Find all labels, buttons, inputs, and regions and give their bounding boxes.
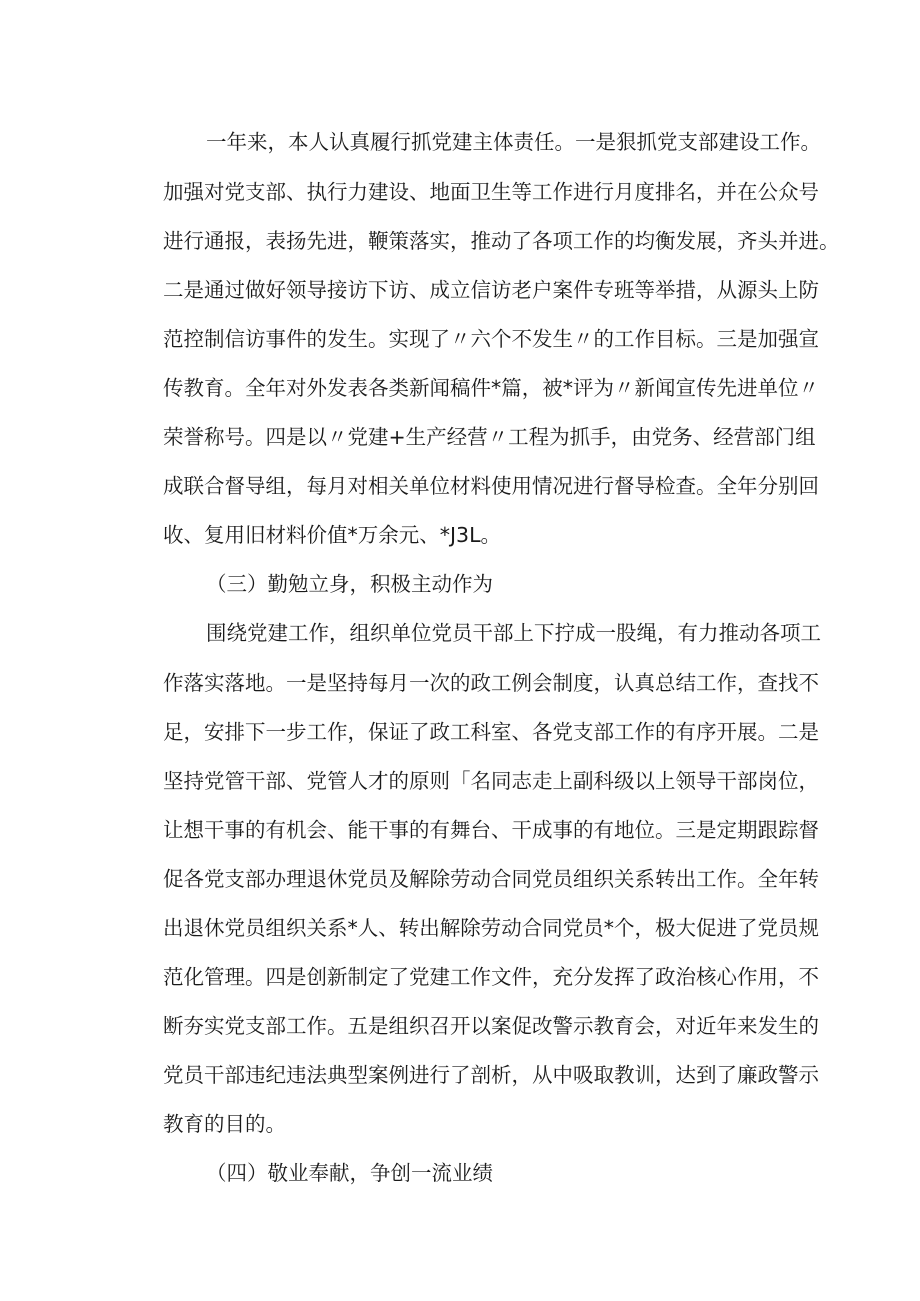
section-heading-4: （四）敬业奉献，争创一流业绩 <box>206 1161 493 1185</box>
paragraph-2-line-6: 促各党支部办理退休党员及解除劳动合同党员组织关系转出工作。全年转 <box>163 867 819 891</box>
paragraph-2-line-4: 坚持党管干部、党管人才的原则「名同志走上副科级以上领导干部岗位， <box>163 769 819 793</box>
paragraph-2-line-5: 让想干事的有机会、能干事的有舞台、干成事的有地位。三是定期跟踪督 <box>163 818 819 842</box>
paragraph-1-line-2: 加强对党支部、执行力建设、地面卫生等工作进行月度排名，并在公众号 <box>163 180 819 204</box>
paragraph-2-line-11: 教育的目的。 <box>163 1112 286 1136</box>
paragraph-1-line-9: 收、复用旧材料价值*万余元、*J3L。 <box>163 523 502 547</box>
paragraph-1-line-8: 成联合督导组，每月对相关单位材料使用情况进行督导检查。全年分别回 <box>163 474 819 498</box>
paragraph-2-line-3: 足，安排下一步工作，保证了政工科室、各党支部工作的有序开展。二是 <box>163 720 819 744</box>
paragraph-1-line-4: 二是通过做好领导接访下访、成立信访老户案件专班等举措，从源头上防 <box>163 278 819 302</box>
paragraph-2-line-8: 范化管理。四是创新制定了党建工作文件，充分发挥了政治核心作用，不 <box>163 965 819 989</box>
paragraph-1-line-1: 一年来，本人认真履行抓党建主体责任。一是狠抓党支部建设工作。 <box>206 130 821 154</box>
paragraph-2-line-7: 出退休党员组织关系*人、转出解除劳动合同党员*个，极大促进了党员规 <box>163 916 819 940</box>
paragraph-1-line-7: 荣誉称号。四是以〃党建+生产经营〃工程为抓手，由党务、经营部门组 <box>163 425 816 449</box>
paragraph-2-line-2: 作落实落地。一是坚持每月一次的政工例会制度，认真总结工作，查找不 <box>163 671 819 695</box>
paragraph-1-line-5: 范控制信访事件的发生。实现了〃六个不发生〃的工作目标。三是加强宣 <box>163 327 819 351</box>
paragraph-1-line-6: 传教育。全年对外发表各类新闻稿件*篇，被*评为〃新闻宣传先进单位〃 <box>163 376 819 400</box>
section-heading-3: （三）勤勉立身，积极主动作为 <box>206 572 493 596</box>
paragraph-2-line-1: 围绕党建工作，组织单位党员干部上下拧成一股绳，有力推动各项工 <box>206 621 821 645</box>
paragraph-1-line-3: 进行通报，表扬先进，鞭策落实，推动了各项工作的均衡发展，齐头并进。 <box>163 229 840 253</box>
paragraph-2-line-9: 断夯实党支部工作。五是组织召开以案促改警示教育会，对近年来发生的 <box>163 1014 819 1038</box>
paragraph-2-line-10: 党员干部违纪违法典型案例进行了剖析，从中吸取教训，达到了廉政警示 <box>163 1063 819 1087</box>
